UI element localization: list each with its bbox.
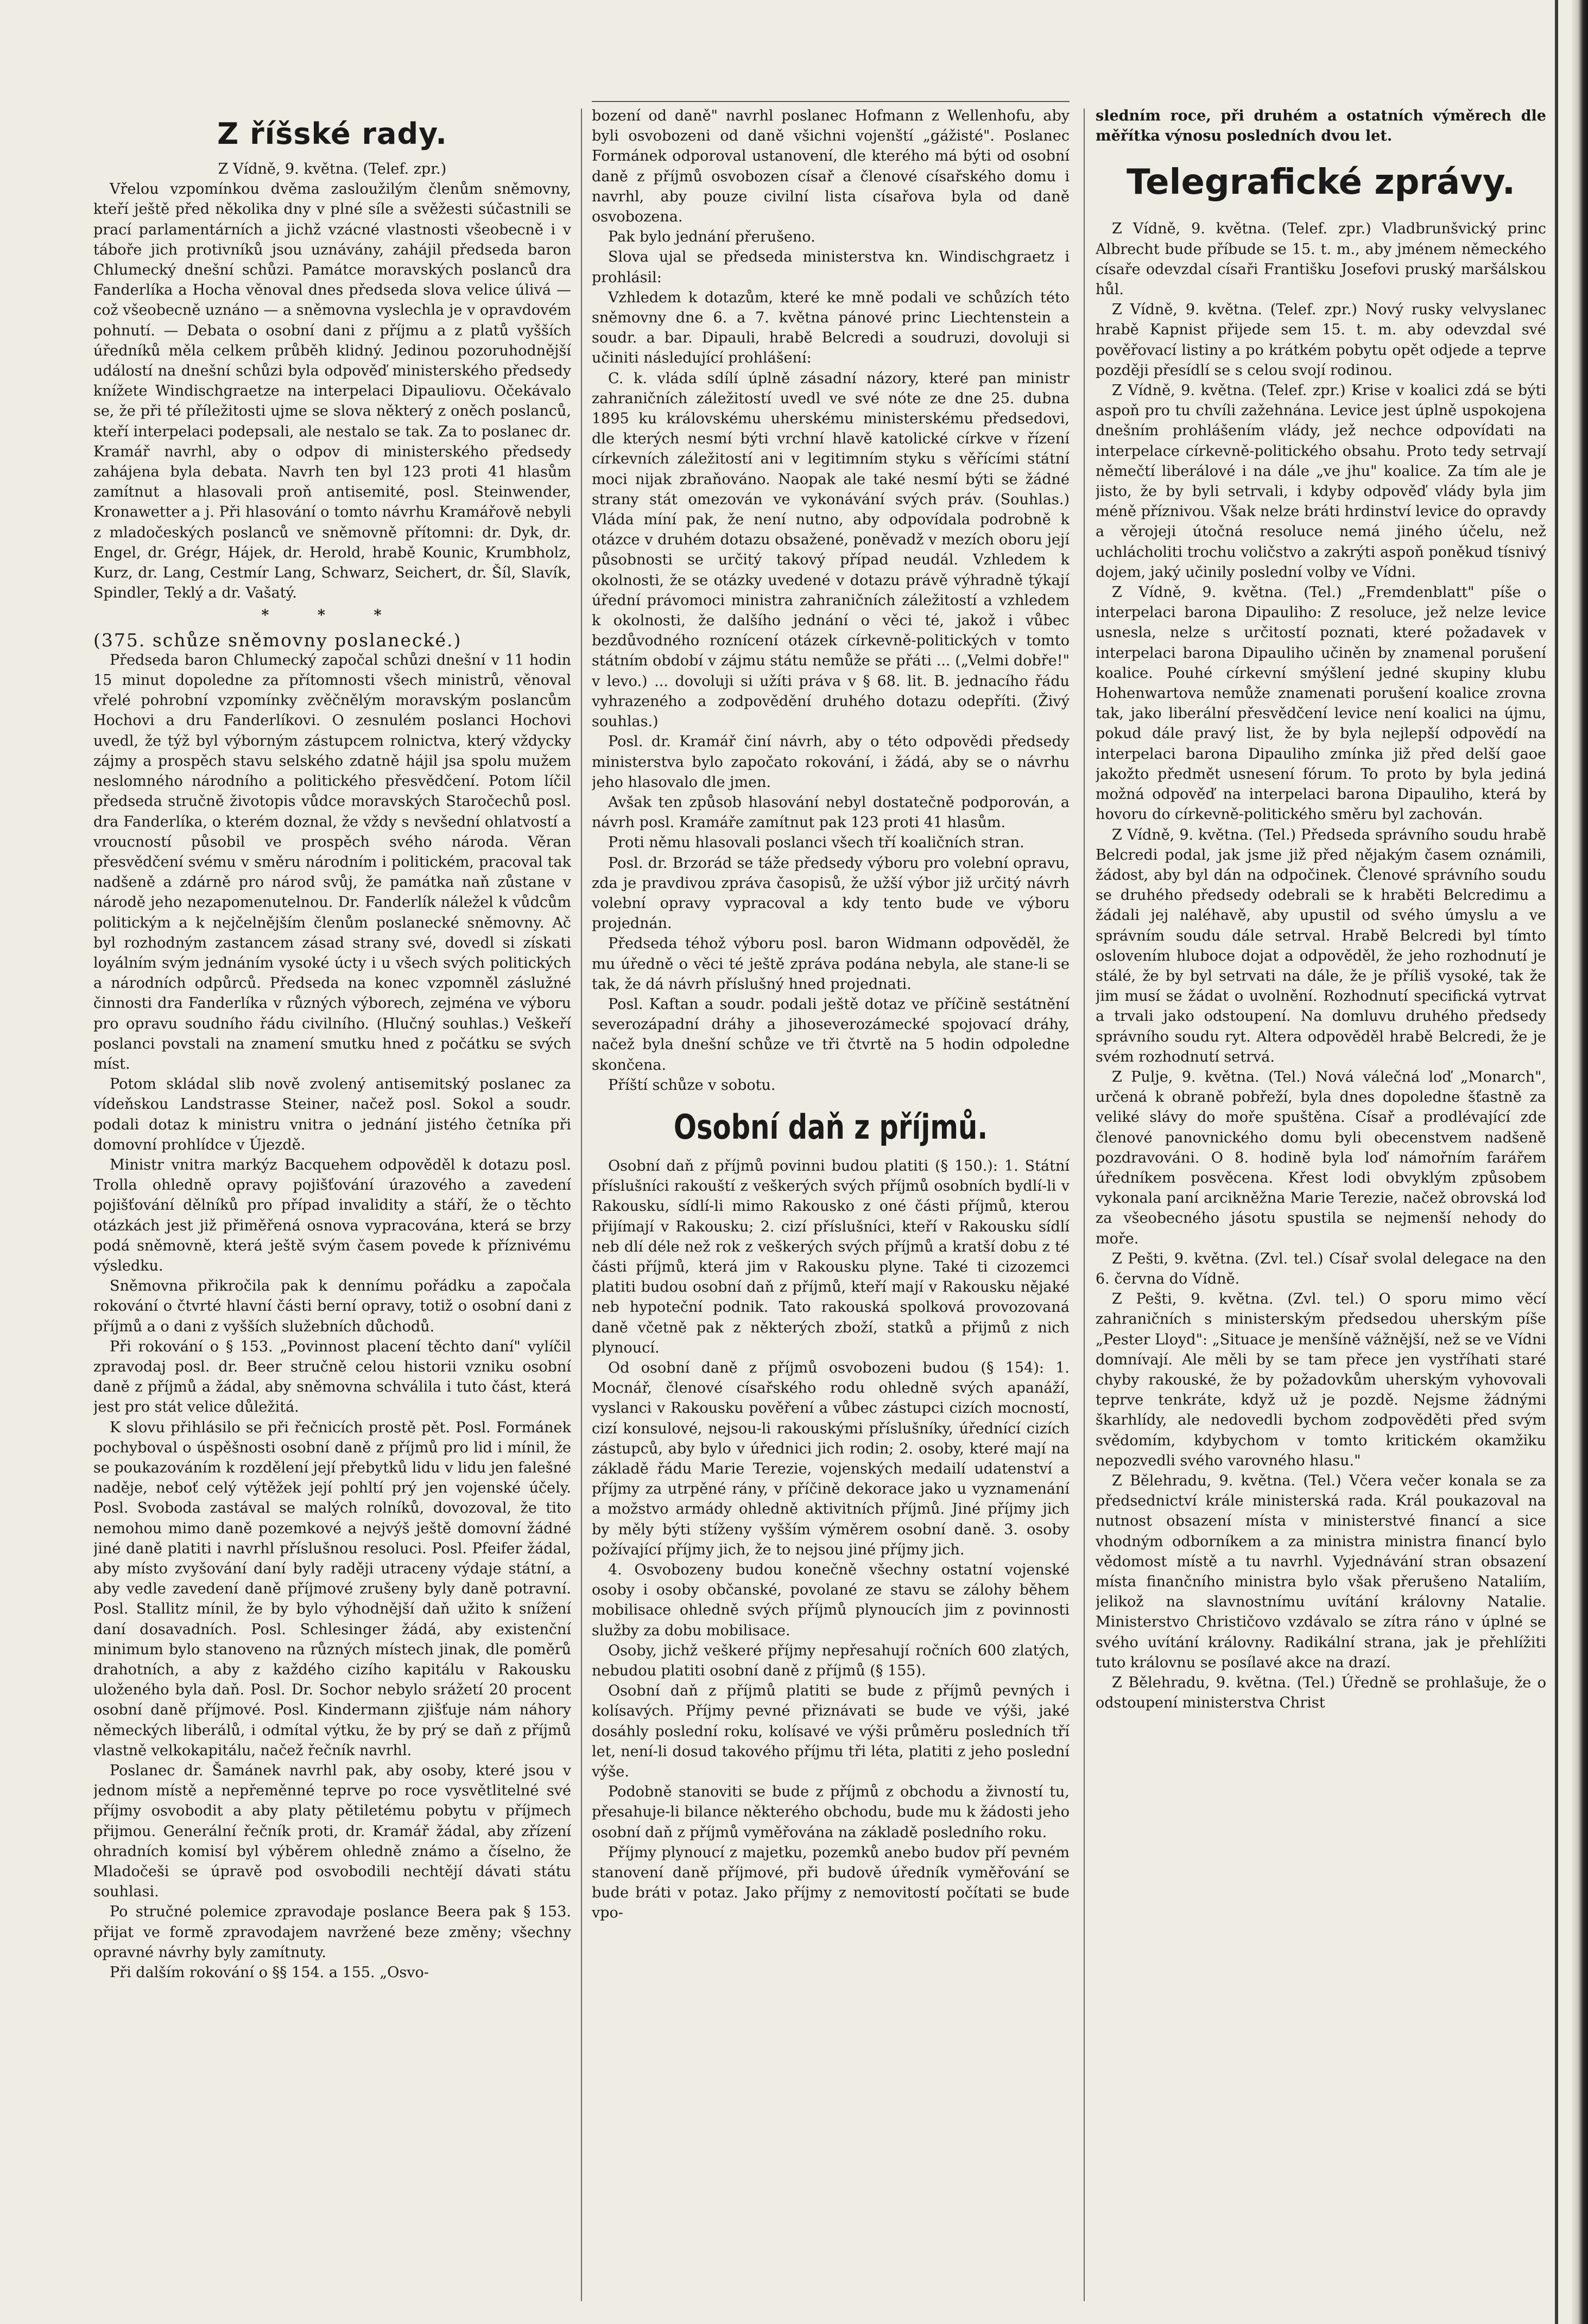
column-rule-1	[581, 109, 582, 2301]
article-paragraph: Poslanec dr. Šamánek navrhl pak, aby osoby, které jsou v jednom místě a nepřeměnné teprve po roce vysvětlitelné své příjmy osvobodit a aby platy pětiletému pobytu v příjmech přijmou. Generální řečník proti, dr. Kramář žádal, aby zřízení ohradních komisí byl výběrem ohledně známo a číselno, že Mladočeši se úpravě pod osvobodili nechtějí dávati státu souhlasi.	[93, 1762, 571, 1901]
article-paragraph: Osobní daň z příjmů platiti se bude z příjmů pevných i kolísavých. Příjmy pevné přiznávati se bude ve výši, jaké dosáhly poslední roku, kolísavé ve výši průměru posledních tří let, není-li dosud takového příjmu tři léta, platiti z jeho poslední výše.	[592, 1682, 1070, 1781]
article-paragraph: 4. Osvobozeny budou konečně všechny ostatní vojenské osoby i osoby občanské, povolané ze stavu se zálohy během mobilisace ohledně svých příjmů plynoucích jim z povinnosti služby za dobu mobilisace.	[592, 1561, 1070, 1639]
article-paragraph: Posl. dr. Brzorád se táže předsedy výboru pro volební opravu, zda je pravdivou zpráva časopisů, že užší výbor již určitý návrh volební opravy vypracoval a kdy tento bude ve výboru projednán.	[592, 854, 1070, 932]
article-paragraph: Slova ujal se předseda ministerstva kn. Windischgraetz i prohlásil:	[592, 249, 1070, 286]
article-paragraph: Osobní daň z příjmů povinni budou platiti (§ 150.): 1. Státní příslušníci rakouští z veškerých svých příjmů osobních bydlí-li v Rakousku, sídlí-li mimo Rakousko z oné části příjmů, kterou přijímají v Rakousku; 2. cizí příslušníci, kteří v Rakousku sídlí neb dlí déle než rok z veškerých svých příjmů a kratší dobu z té části příjmů, která jim v Rakousku plyne. Také ti cizozemci platiti budou osobní daň z příjmů, kteří mají v Rakousku nějaké neb hypoteční podnik. Tato rakouská spolková provozovaná daně včetně pak z některých zboží, statků a přijmů z nich plynoucí.	[592, 1157, 1070, 1356]
column-1	[93, 106, 571, 2304]
article-paragraph: Posl. Kaftan a soudr. podali ještě dotaz ve příčině sestátnění severozápadní dráhy a jihoseverozámecké spojovací dráhy, načež byla dnešní schůze ve tři čtvrtě na 5 hodin odpoledne skončena.	[592, 995, 1070, 1074]
article-paragraph: Příjmy plynoucí z majetku, pozemků anebo budov pří pevném stanovení daně příjmové, při budově úředník vyměřování se bude bráti v potaz. Jako příjmy z nemovitostí počítati se bude vpo-	[592, 1844, 1070, 1922]
article-paragraph: Od osobní daně z příjmů osvobozeni budou (§ 154): 1. Mocnář, členové císařského rodu ohledně svých apanáží, vyslanci v Rakousku pověření a vůbec zástupci cizích mocností, cizí konsulové, nejsou-li rakouskými příslušníky, úřednící cizích zástupců, aby bylo v úřednici jich rodin; 2. osoby, které mají na základě řádu Marie Terezie, vojenských medailí udatenství a příjmy za utrpěné rány, v příčině dekorace jako u vyznamenání a možstvo armády ohledně aktivitních příjmů. Jiné příjmy jich by měly býti stíženy vyšším výměrem osobní daně. 3. osoby požívající příjmy jich, že to nejsou jiné příjmy jich.	[592, 1359, 1070, 1558]
article-paragraph: Předseda baron Chlumecký započal schůzi dnešní v 11 hodin 15 minut dopoledne za přítomnosti všech ministrů, věnoval vřelé pohrobní vzpomínky zvěčnělým moravským poslancům Hochovi a dru Fanderlíkovi. O zesnulém poslanci Hochovi uvedl, že týž byl výborným zástupcem rolnictva, který vždycky zájmy a prospěch stavu selského zdatně hájil jsa spolu mužem neslomného národního a politického přesvědčení. Potom líčil předseda stručně životopis vůdce moravských Staročechů posl. dra Fanderlíka, o kterém doznal, že vždy s nevšední ohlatvostí a vroucností působil ve prospěch svého národa. Věran přesvědčení svému v směru národním i politickém, pracoval tak nadšeně a zdárně pro národ svůj, že památka naň zůstane v národě jeho nezapomenutelnou. Dr. Fanderlík náležel k vůdcům politickým a k nejčelnějším členům poslanecké sněmovny. Ač byl rozhodným zastancem zásad strany své, dovedl si získati loyálním svým jednáním vysoké úcty i u všech svých politických a národních odpůrců. Předseda na konec vzpomněl záslužné činnosti dra Fanderlíka v různých výborech, zejména ve výboru pro opravu soudního řádu civilního. (Hlučný souhlas.) Veškeří poslanci povstali na znamení smutku hned z počátku se svých míst.	[93, 651, 571, 1072]
article-paragraph: sledním roce, při druhém a ostatních výměrech dle měřítka výnosu posledních dvou let.	[1096, 107, 1546, 145]
article-paragraph: Posl. dr. Kramář činí návrh, aby o této odpovědi předsedy ministerstva bylo započato rokování, i žádá, aby se o návrhu jeho hlasovalo dle jmen.	[592, 733, 1070, 791]
article-paragraph: Příští schůze v sobotu.	[608, 1076, 776, 1094]
article-paragraph: Vřelou vzpomínkou dvěma zasloužilým členům sněmovny, kteří ještě před několika dny v plné síle a svěžesti súčastnili se prací parlamentárních a jichž vzácné vlastnosti všeobecně i v táboře jich protivníků jsou uznávány, zahájil předseda baron Chlumecký dnešní schůzi. Památce moravských poslanců dra Fanderlíka a Hocha věnoval dnes předseda slova velice úlivá — což všeobecně uznáno — a sněmovna vyslechla je v opravdovém pohnutí. — Debata o osobní dani z příjmu a z platů vyšších úředníků měla celkem průběh klidný. Jedinou pozoruhodnější událostí na dnešní schůzi byla odpověď ministerského předsedy knížete Windischgraetze na interpelaci Dipauliovu. Očekávalo se, že při té příležitosti ujme se slova některý z oněch poslanců, kteří interpelaci podepsali, ale nestalo se tak. Za to poslanec dr. Kramář navrhl, aby o odpov di ministerského předsedy zahájena byla debata. Navrh ten byl 123 proti 41 hlasům zamítnut a hlasovali proň antisemité, posl. Steinwender, Kronawetter a j. Při hlasování o tomto návrhu Kramářově nebyli z mladočeských poslanců ve sněmovně přítomni: dr. Dyk, dr. Engel, dr. Grégr, Hájek, dr. Herold, hrabě Kounic, Krumbholz, Kurz, dr. Lang, Cestmír Lang, Schwarz, Seichert, dr. Šíl, Slavík, Spindler, Teklý a dr. Vašatý.	[93, 181, 571, 602]
telegram-item: Z Vídně, 9. května. (Telef. zpr.) Krise v koalici zdá se býti aspoň pro tu chvíli zažehnána. Levice jest úplně uspokojena dnešním prohlášením vlády, jež nechce odpovídati na interpelace církevně-politického obsahu. Proto tedy setrvají němečtí liberálové i na dále „ve jhu" koalice. Za tím ale je jisto, že by byli setrvali, i kdyby odpověď vlády byla jim méně příznivou. Však nelze bráti hrdinství levice do opravdy a věrojeji útočná resoluce nemá jiného účelu, než uchlácholiti trochu voličstvo a zakrýti aspoň poněkud tísnivý dojem, jaký učinily poslední volby ve Vídni.	[1096, 382, 1546, 581]
telegram-item: Z Vídně, 9. května. (Tel.) „Fremdenblatt" píše o interpelaci barona Dipauliho: Z resoluce, jež nelze levice usnesla, nelze s určitostí poznati, které požadavek v interpelaci barona Dipauliho učiněn by znamenal porušení koalice. Pouhé církevní smýšlení jedné skupiny klubu Hohenwartova nemůže znamenati porušení koalice zrovna tak, jako liberální přesvědčení levice není koalici na újmu, pokud dále pravý list, že by byla nejlepší odpovědí na interpelaci barona Dipauliho zmínka již před delší gaoe jakožto předmět usnesení fórum. To proto by byla jediná možná odpověď na interpelaci barona Dipauliho, která by hovoru do církevně-politického směru byl zachován.	[1096, 584, 1546, 823]
page-edge-shadow	[1572, 0, 1588, 2324]
dateline: Z Vídně, 9. května. (Telef. zpr.)	[218, 161, 447, 177]
article-paragraph: Vzhledem k dotazům, které ke mně podali ve schůzích této sněmovny dne 6. a 7. května pánové princ Liechtenstein a soudr. a bar. Dipauli, hrabě Belcredi a soudruzi, dovoluji si učiniti následující prohlášení:	[592, 289, 1070, 367]
article-paragraph: K slovu přihlásilo se při řečnicích prostě pět. Posl. Formánek pochyboval o úspěšnosti osobní daně z příjmů pro lid i mínil, že se poukazováním k rozdělení její přebytků lidu v lidu jen falešné naděje, neboť celý výtěžek její pohltí prý jen vojenské účely. Posl. Svoboda zastával se malých rolníků, dovozoval, že tito nemohou mimo daně pozemkové a nejvýš ještě domovní žádné jiné daně platiti i navrhl příslušnou resoluci. Posl. Pfeifer žádal, aby místo zvyšování daní byly raději utraceny výdaje státní, a aby vedle zavedení daně příjmové zrušeny byly daně potravní. Posl. Stallitz mínil, že by bylo výhodnější daň užito k snížení daní dosavadních. Posl. Schlesinger žádá, aby existenční minimum bylo stanoveno na různých místech jinak, dle poměrů drahotních, a aby z každého cizího kapitálu v Rakousku uloženého byla daň. Posl. Dr. Sochor nebylo srážetí 20 procent osobní daně příjmové. Posl. Kindermann zjišťuje nám náhory německých liberálů, i odmítal výtku, že by prý se daň z příjmů vlastně velkokapitálu, načež řečník navrhl.	[93, 1419, 571, 1759]
article-paragraph: Sněmovna přikročila pak k dennímu pořádku a započala rokování o čtvrté hlavní části berní opravy, totiž o osobní dani z příjmů a o dani z vyšších služebních důchodů.	[93, 1278, 571, 1335]
top-rule	[592, 101, 1070, 102]
article-paragraph: Po stručné polemice zpravodaje poslance Beera pak § 153. přijat ve formě zpravodajem navržené beze změny; všechny opravné návrhy byly zamítnuty.	[93, 1903, 571, 1961]
telegram-item: Z Pešti, 9. května. (Zvl. tel.) Císař svolal delegace na den 6. června do Vídně.	[1096, 1250, 1546, 1287]
article-paragraph: Ministr vnitra markýz Bacquehem odpověděl k dotazu posl. Trolla ohledně opravy pojišťování úrazového a zavedení pojišťování dělníků pro případ invalidity a stáří, že o těchto otázkách jest již přiměřená osnova vypracována, která se brzy podá sněmovně, která ještě svým časem povede k příznivému výsledku.	[93, 1156, 571, 1274]
section-headline-income-tax: Osobní daň z příjmů.	[673, 1107, 988, 1147]
article-paragraph: Proti němu hlasovali poslanci všech tří koaličních stran.	[608, 834, 1024, 852]
article-paragraph: Při rokování o § 153. „Povinnost placení těchto daní" vylíčil zpravodaj posl. dr. Beer stručně celou historii vzniku osobní daně z příjmů a žádal, aby sněmovna schválila i tuto část, která jest pro stát velice důležitá.	[93, 1338, 571, 1416]
telegram-item: Z Bělehradu, 9. května. (Tel.) Včera večer konala se za předsednictví krále ministerská rada. Král poukazoval na nutnost obsazení místa v ministerstvé financí a sice vhodným odborníkem a za ministra ministra financí bylo vědomost místě a tu navrhl. Vyjednávání stran obsazení místa finančního ministra bylo však přerušeno Nataliím, jelikož na slavnostnímu uvítání královny Natalie. Ministerstvo Christičovo vzdávalo se zítra ráno v úplné se svého uvítání královny. Radikální strana, jak je přehlížiti tuto královnu se posílavé akce na drazí.	[1096, 1472, 1546, 1671]
article-paragraph: Předseda téhož výboru posl. baron Widmann odpověděl, že mu úředně o věci té ještě zpráva podána nebyla, ale stane-li se tak, že dá návrh příslušný hned projednati.	[592, 935, 1070, 993]
telegram-item: Z Vídně, 9. května. (Tel.) Předseda správního soudu hrabě Belcredi podal, jak jsme již před nějakým časem oznámili, žádost, aby byl dán na odpočinek. Členové správního soudu se druhého předsedy odebrali se k hraběti Belcredimu a žádali jej naléhavě, aby upustil od svého úmyslu a ve správním soudu dále setrval. Hrabě Belcredi byl tímto oslovením hluboce dojat a odpověděl, že jeho rozhodnutí je stálé, že by byl setrvati na dále, že je příliš vysoké, tak že jim musí se žádat o uvolnění. Rozhodnutí specifická vytrvat a trvali jako odstoupení. Na domluvu druhého předsedy správního soudu ryt. Altera odpověděl hrabě Belcredi, že je svém rozhodnutí setrvá.	[1096, 826, 1546, 1065]
article-paragraph: Pak bylo jednání přerušeno.	[608, 228, 815, 246]
article-paragraph: Potom skládal slib nově zvolený antisemitský poslanec za vídeňskou Landstrasse Steiner, načež posl. Sokol a soudr. podali dotaz k ministru vnitra o jednání jistého četníka při domovní prohlídce v Újezdě.	[93, 1076, 571, 1153]
telegram-item: Z Vídně, 9. května. (Telef. zpr.) Vladbrunšvický princ Albrecht bude příbude se 15. t. m., aby jménem německého císaře odevzdal císaři Františku Josefovi pruský maršálskou hůl.	[1096, 220, 1546, 299]
sitting-title: (375. schůze sněmovny poslanecké.)	[93, 629, 462, 651]
article-paragraph: Podobně stanoviti se bude z příjmů z obchodu a živností tu, přesahuje-li bilance některého obchodu, bude mu k žádosti jeho osobní daň z příjmů vyměřována na základě posledního roku.	[592, 1783, 1070, 1841]
telegram-item: Z Pulje, 9. května. (Tel.) Nová válečná loď „Monarch", určená k obraně pobřeží, byla dnes dopoledne šťastně za veliké slávy do moře spuštěna. Císař a prodlévající zde členové panovnického domu byli obecenstvem nadšeně pozdravováni. O 8. hodině byla loď námořním farářem úředníkem posvěcena. Křest lodi obvyklým způsobem vykonala paní arcikněžna Marie Terezie, načež obrovská loď za všeobecného jásotu spustila se nejmenší nehody do moře.	[1096, 1068, 1546, 1247]
article-paragraph: C. k. vláda sdílí úplně zásadní názory, které pan ministr zahraničních záležitostí uvedl ve své nóte ze dne 25. dubna 1895 ku královskému uherskému ministerskému předsedovi, dle kterých nesmí býti vrchní hlavě katolické církve v řízení církevních záležitostí ani v legitimním styku s věřícími státní moci nijak zbraňováno. Naopak ale také nesmí býti se žádné strany stát omezován ve vykonávání svých práv. (Souhlas.) Vláda míní pak, že není nutno, aby odpovídala podrobně k otázce v druhém dotazu obsažené, poněvadž v mezích oboru její působnosti se určitý takový případ neudál. Vzhledem k okolnosti, že se otázky uvedené v dotazu právě výhradně týkají úřední právomoci ministra zahraničních záležitostí a vzhledem k okolnosti, že dalšího jednání o věci té, jakož i vůbec bezdůvodného roznícení otázek církevně-politických v tomto státním období v zájmu státu nemůže se přáti ... („Velmi dobře!" v levo.) ... dovoluji si užíti práva v § 68. lit. B. jednacího řádu vyhrazeného a zodpovědění druhého dotazu odepříti. (Živý souhlas.)	[592, 370, 1070, 731]
article-paragraph: Osoby, jichž veškeré příjmy nepřesahují ročních 600 zlatých, nebudou platiti osobní daně z příjmů (§ 155).	[592, 1642, 1070, 1680]
telegram-item: Z Vídně, 9. května. (Telef. zpr.) Nový rusky velvyslanec hrabě Kapnist přijede sem 15. t. m. aby odevzdal své pověřovací listiny a po krátkém pobytu opět odjede a teprve později přesídlí se s celou svojí rodinou.	[1096, 301, 1546, 379]
telegram-item: Z Bělehradu, 9. května. (Tel.) Úředně se prohlašuje, že o odstoupení ministerstva Christ	[1096, 1674, 1546, 1712]
article-paragraph: Avšak ten způsob hlasování nebyl dostatečně podporován, a návrh posl. Kramáře zamítnut pak 123 proti 41 hlasům.	[592, 793, 1070, 831]
column-rule-2	[1084, 109, 1085, 2301]
article-paragraph: bození od daně" navrhl poslanec Hofmann z Wellenhofu, aby byli osvobozeni od daně všichni vojenští „gážisté". Poslanec Formánek odporoval ustanovení, dle kterého má býti od osobní daně z příjmů osvobozen císař a členové císařského domu i navrhl, aby pouze civilní lista císařova byla od daně osvobozena.	[592, 107, 1070, 226]
column-2	[592, 106, 1070, 2304]
binding-edge-line	[1555, 0, 1558, 2324]
article-headline-parliament: Z říšské rady.	[217, 117, 447, 151]
separator-stars: * * *	[261, 607, 403, 624]
section-headline-telegraph: Telegrafické zprávy.	[1126, 162, 1516, 203]
telegram-item: Z Pešti, 9. května. (Zvl. tel.) O sporu mimo věcí zahraničních s ministerským předsedou uherským píše „Pester Lloyd": „Situace je menšíně vážnější, než se ve Vídni domnívají. Ale měli by se tam přece jen vystříhati staré chyby rakouské, že by požadovkům uherským vyhovovali teprve tenkráte, když už je pozdě. Nejsme žádnými škarhlídy, ale nedovedli bychom zodpověděti před svým svědomím, kdybychom v tomto kritickém okamžiku nepozvedli svého varovného hlasu."	[1096, 1291, 1546, 1469]
article-paragraph: Při dalším rokování o §§ 154. a 155. „Osvo-	[110, 1964, 429, 1982]
column-3	[1096, 106, 1546, 2304]
